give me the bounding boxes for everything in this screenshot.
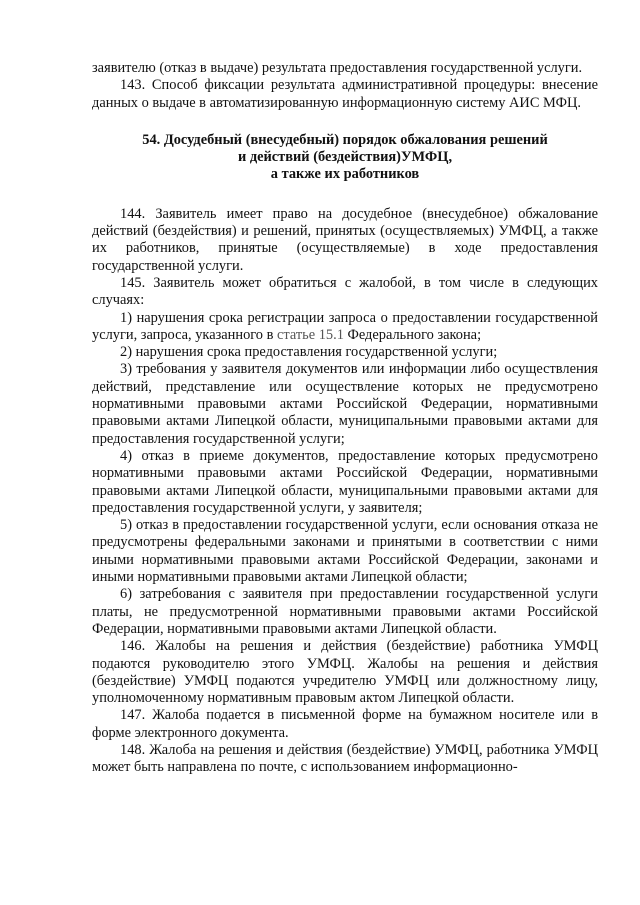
section-title-line-2: и действий (бездействия)УМФЦ, xyxy=(237,149,453,166)
paragraph-continuation: заявителю (отказ в выдаче) результата предоставления государственной услуги. xyxy=(92,60,583,76)
list-item-1-text-end: Федерального закона; xyxy=(343,326,482,343)
section-title-line-3: а также их работников xyxy=(270,166,420,183)
paragraph-146: 146. Жалобы на решения и действия (бездействие) работника УМФЦ подаются руководителю этого УМФЦ. Жалобы на решения и действия (бездействие) УМФЦ подаются учредителю УМФЦ или должностному лицу, уполномоченному нормативным правовым актом Липецкой области. xyxy=(92,638,598,707)
law-article-reference-link[interactable]: статье 15.1 xyxy=(277,326,344,343)
list-item-2: 2) нарушения срока предоставления государственной услуги; xyxy=(120,344,498,361)
list-item-6: 6) затребования с заявителя при предоставлении государственной услуги платы, не предусмотренной нормативными правовыми актами Российской Федерации, нормативными правовыми актами Липецкой области. xyxy=(92,586,598,637)
paragraph-148: 148. Жалоба на решения и действия (бездействие) УМФЦ, работника УМФЦ может быть направлена по почте, с использованием информационно- xyxy=(92,741,598,776)
section-heading xyxy=(92,132,598,184)
paragraph-143: 143. Способ фиксации результата административной процедуры: внесение данных о выдаче в автоматизированную информационную систему АИС МФЦ. xyxy=(92,77,598,111)
section-title-line-1: 54. Досудебный (внесудебный) порядок обжалования решений xyxy=(142,131,548,148)
list-item-5: 5) отказ в предоставлении государственной услуги, если основания отказа не предусмотрены федеральными законами и принятыми в соответствии с ними иными нормативными правовыми актами Российской Федерации, законами и иными нормативными правовыми актами Липецкой области; xyxy=(92,517,598,586)
list-item-1 xyxy=(92,310,598,345)
list-item-1-text-start: 1) нарушения срока регистрации запроса о предоставлении государственной услуги, запроса, указанного в xyxy=(92,309,598,343)
paragraph-144: 144. Заявитель имеет право на досудебное (внесудебное) обжалование действий (бездействия) и решений, принятых (осуществляемых) УМФЦ, а также их работников, принятые (осуществляемые) в ходе предоставления государственной услуги. xyxy=(92,205,598,274)
list-item-3: 3) требования у заявителя документов или информации либо осуществления действий, представление или осуществление которых не предусмотрено нормативными правовыми актами Российской Федерации, нормативными правовыми актами Липецкой области, муниципальными правовыми актами для предоставления государственной услуги; xyxy=(92,361,598,447)
document-page xyxy=(92,60,598,777)
paragraph-145: 145. Заявитель может обратиться с жалобой, в том числе в следующих случаях: xyxy=(92,274,598,309)
paragraph-147: 147. Жалоба подается в письменной форме на бумажном носителе или в форме электронного документа. xyxy=(92,707,598,741)
list-item-4: 4) отказ в приеме документов, предоставление которых предусмотрено нормативными правовыми актами Российской Федерации, нормативными правовыми актами Липецкой области, муниципальными правовыми актами для предоставления государственной услуги, у заявителя; xyxy=(92,447,598,516)
